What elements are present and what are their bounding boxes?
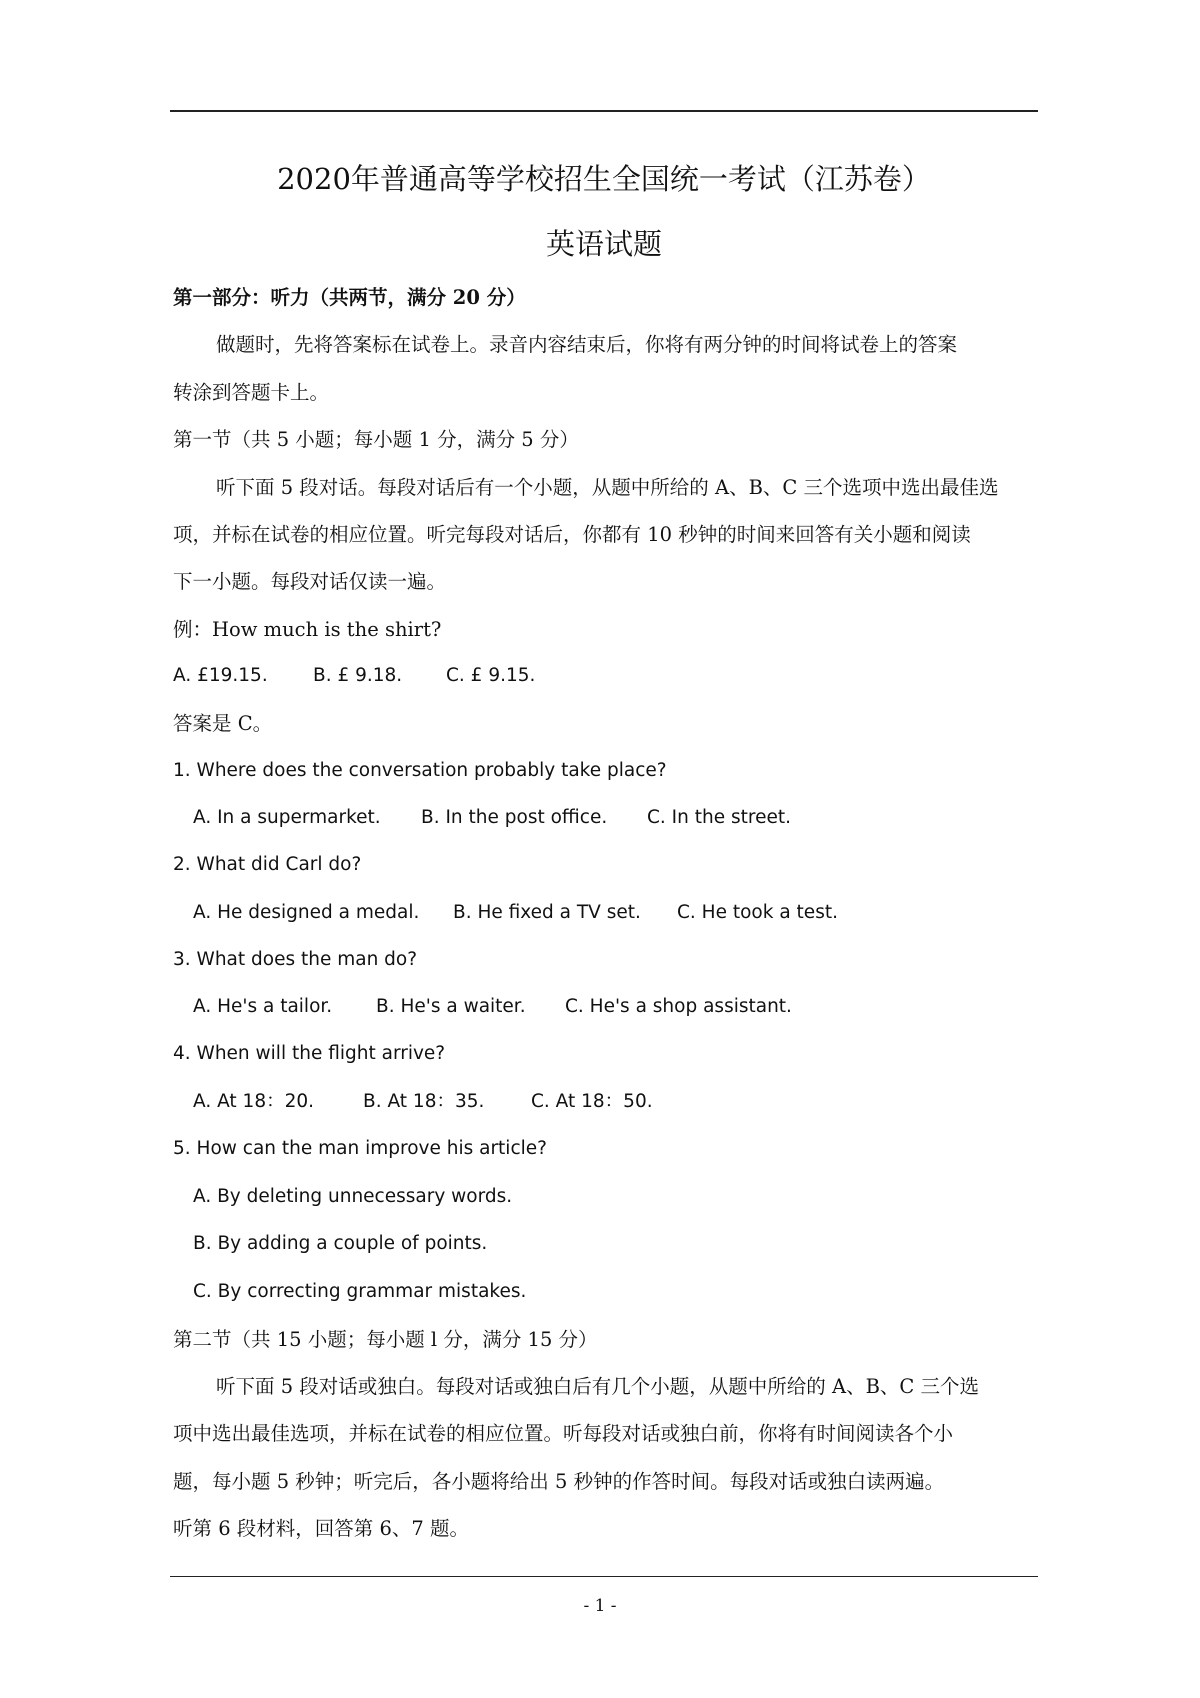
section2-heading: 第二节（共 15 小题；每小题 l 分，满分 15 分） <box>173 1328 598 1351</box>
q3-option-a: A. He's a tailor. <box>193 996 333 1017</box>
q5-option-b: B. By adding a couple of points. <box>193 1233 488 1254</box>
q4-option-c: C. At 18：50. <box>531 1091 653 1112</box>
q4-option-b: B. At 18：35. <box>363 1091 485 1112</box>
page-number: - 1 - <box>583 1596 617 1616</box>
section1-instruction-1: 听下面 5 段对话。每段对话后有一个小题，从题中所给的 A、B、C 三个选项中选出最佳选 <box>216 476 999 499</box>
question-2: 2. What did Carl do? <box>173 854 362 875</box>
exam-title: 2020年普通高等学校招生全国统一考试（江苏卷） <box>277 162 931 196</box>
q3-option-c: C. He's a shop assistant. <box>565 996 792 1017</box>
q5-option-c: C. By correcting grammar mistakes. <box>193 1281 527 1302</box>
example-option-b: B. £ 9.18. <box>313 665 403 686</box>
question-4: 4. When will the flight arrive? <box>173 1043 446 1064</box>
section2-instruction-3: 题，每小题 5 秒钟；听完后，各小题将给出 5 秒钟的作答时间。每段对话或独白读两遍。 <box>173 1470 945 1493</box>
q2-option-c: C. He took a test. <box>677 902 838 923</box>
part1-instruction-1: 做题时，先将答案标在试卷上。录音内容结束后，你将有两分钟的时间将试卷上的答案 <box>216 333 958 356</box>
section1-instruction-3: 下一小题。每段对话仅读一遍。 <box>173 570 447 593</box>
q1-option-a: A. In a supermarket. <box>193 807 381 828</box>
example-question: 例：How much is the shirt? <box>173 618 442 641</box>
question-3: 3. What does the man do? <box>173 949 418 970</box>
exam-subtitle: 英语试题 <box>545 227 662 261</box>
question-1: 1. Where does the conversation probably take place? <box>173 760 667 781</box>
q2-option-b: B. He fixed a TV set. <box>453 902 641 923</box>
part1-instruction-2: 转涂到答题卡上。 <box>173 381 330 404</box>
example-answer: 答案是 C。 <box>173 712 273 735</box>
q5-option-a: A. By deleting unnecessary words. <box>193 1186 513 1207</box>
section2-instruction-2: 项中选出最佳选项，并标在试卷的相应位置。听每段对话或独白前，你将有时间阅读各个小 <box>173 1422 954 1445</box>
q3-option-b: B. He's a waiter. <box>376 996 526 1017</box>
question-5: 5. How can the man improve his article? <box>173 1138 547 1159</box>
top-rule <box>170 110 1038 112</box>
part1-heading: 第一部分：听力（共两节，满分 20 分） <box>173 286 526 309</box>
section2-instruction-1: 听下面 5 段对话或独白。每段对话或独白后有几个小题，从题中所给的 A、B、C 三个选 <box>216 1375 980 1398</box>
q1-option-c: C. In the street. <box>647 807 791 828</box>
section1-instruction-2: 项，并标在试卷的相应位置。听完每段对话后，你都有 10 秒钟的时间来回答有关小题和阅读 <box>173 523 971 546</box>
q4-option-a: A. At 18：20. <box>193 1091 315 1112</box>
example-option-a: A. £19.15. <box>173 665 268 686</box>
section2-material-note: 听第 6 段材料，回答第 6、7 题。 <box>173 1517 470 1540</box>
q2-option-a: A. He designed a medal. <box>193 902 420 923</box>
example-option-c: C. £ 9.15. <box>446 665 536 686</box>
q1-option-b: B. In the post office. <box>421 807 608 828</box>
section1-heading: 第一节（共 5 小题；每小题 1 分，满分 5 分） <box>173 428 579 451</box>
bottom-rule <box>170 1576 1038 1577</box>
